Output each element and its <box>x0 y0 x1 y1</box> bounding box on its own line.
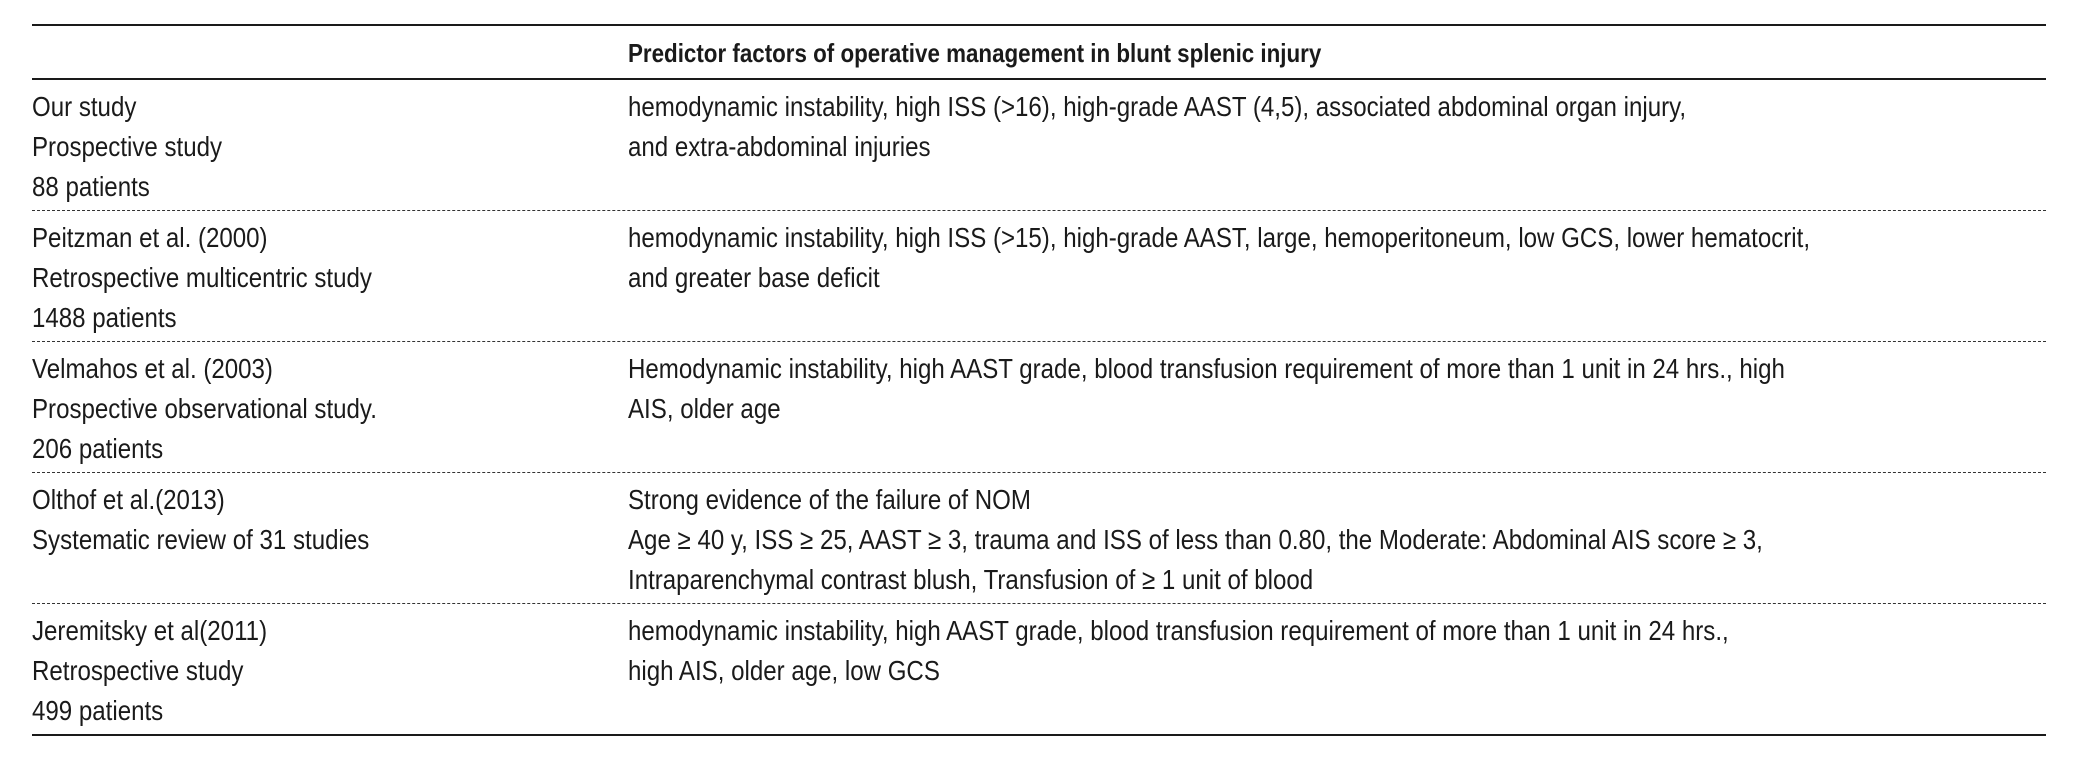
study-patients: 206 patients <box>32 433 164 464</box>
predictor-line: AIS, older age <box>628 393 781 424</box>
table-row <box>32 80 2046 210</box>
study-patients: 1488 patients <box>32 302 177 333</box>
study-patients: 499 patients <box>32 695 164 726</box>
predictor-factors-table <box>32 24 2046 736</box>
study-cell <box>32 218 372 338</box>
study-cell <box>32 611 267 731</box>
study-patients: 88 patients <box>32 171 150 202</box>
predictor-line: Age ≥ 40 y, ISS ≥ 25, AAST ≥ 3, trauma and ISS of less than 0.80, the Moderate: Abdominal AIS score ≥ 3, <box>628 524 1763 555</box>
predictor-line: Intraparenchymal contrast blush, Transfusion of ≥ 1 unit of blood <box>628 564 1314 595</box>
predictor-cell <box>628 218 1810 298</box>
predictor-line: and extra-abdominal injuries <box>628 131 931 162</box>
predictor-line: high AIS, older age, low GCS <box>628 655 940 686</box>
study-cell <box>32 87 222 207</box>
predictor-line: Strong evidence of the failure of NOM <box>628 484 1031 515</box>
predictor-line: hemodynamic instability, high ISS (>15), high-grade AAST, large, hemoperitoneum, low GCS, lower hematocrit, <box>628 222 1811 253</box>
study-name: Velmahos et al. (2003) <box>32 353 273 384</box>
predictor-line: hemodynamic instability, high ISS (>16), high-grade AAST (4,5), associated abdominal organ injury, <box>628 91 1687 122</box>
predictor-cell <box>628 349 1785 429</box>
table-row <box>32 210 2046 341</box>
study-design: Retrospective multicentric study <box>32 262 372 293</box>
predictor-line: hemodynamic instability, high AAST grade, blood transfusion requirement of more than 1 unit in 24 hrs., <box>628 615 1729 646</box>
study-design: Prospective observational study. <box>32 393 377 424</box>
predictor-cell <box>628 480 1763 600</box>
predictor-cell <box>628 87 1686 167</box>
predictor-line: Hemodynamic instability, high AAST grade, blood transfusion requirement of more than 1 unit in 24 hrs., high <box>628 353 1785 384</box>
study-cell <box>32 349 377 469</box>
study-cell <box>32 480 369 560</box>
table-row <box>32 603 2046 734</box>
study-name: Olthof et al.(2013) <box>32 484 225 515</box>
study-design: Retrospective study <box>32 655 244 686</box>
study-name: Peitzman et al. (2000) <box>32 222 268 253</box>
table-row <box>32 472 2046 603</box>
study-name: Jeremitsky et al(2011) <box>32 615 268 646</box>
study-name: Our study <box>32 91 137 122</box>
table-row <box>32 341 2046 472</box>
table-header-row <box>32 26 2046 78</box>
study-design: Systematic review of 31 studies <box>32 524 370 555</box>
study-design: Prospective study <box>32 131 223 162</box>
header-predictor-factors: Predictor factors of operative management in blunt splenic injury <box>628 38 1322 68</box>
table-bottom-rule <box>32 734 2046 736</box>
predictor-line: and greater base deficit <box>628 262 880 293</box>
predictor-cell <box>628 611 1729 691</box>
